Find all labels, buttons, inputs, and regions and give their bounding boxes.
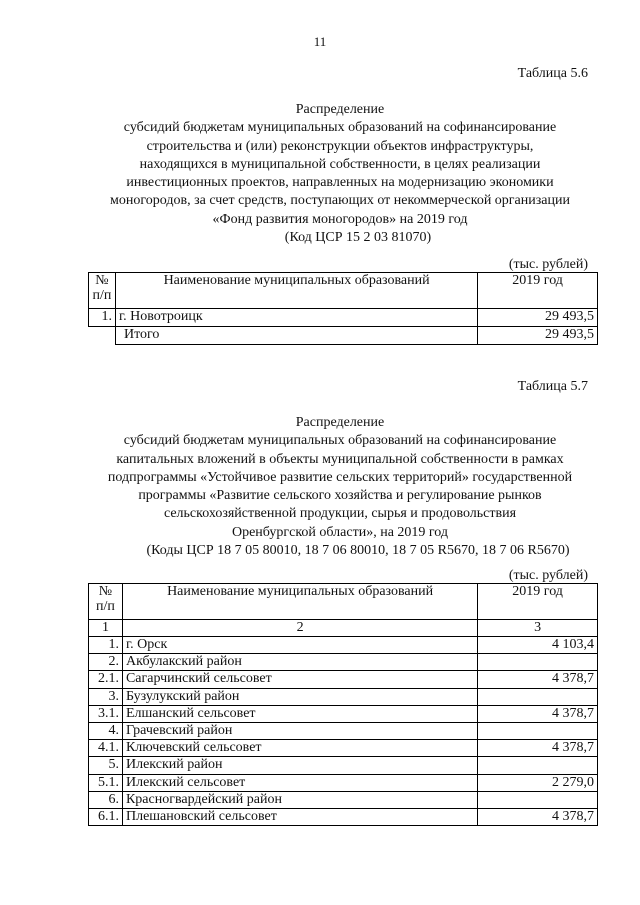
table-row (89, 722, 598, 739)
row-value (478, 688, 598, 705)
heading-line: (Код ЦСР 15 2 03 81070) (284, 230, 432, 246)
heading-line: сельскохозяйственной продукции, сырья и продовольствия (163, 506, 517, 522)
row-num: 3.1. (89, 705, 123, 722)
row-value (478, 654, 598, 671)
units-note: (тыс. рублей) (508, 568, 588, 583)
table-heading (60, 414, 620, 560)
row-name: Илекский сельсовет (122, 774, 477, 791)
row-value: 4 378,7 (478, 671, 598, 688)
total-row (89, 327, 598, 345)
row-name: г. Орск (122, 637, 477, 654)
table-heading (60, 101, 620, 247)
units-note: (тыс. рублей) (508, 257, 588, 272)
heading-line: строительства и (или) реконструкции объектов инфраструктуры, (146, 138, 534, 154)
column-number: 3 (478, 620, 598, 637)
row-value (478, 757, 598, 774)
table-row (89, 740, 598, 757)
table-row (89, 309, 598, 327)
header-year: 2019 год (478, 273, 598, 309)
row-num: 4. (89, 722, 123, 739)
row-value (478, 722, 598, 739)
heading-line: субсидий бюджетам муниципальных образований на софинансирование (123, 120, 557, 136)
table-label: Таблица 5.6 (517, 66, 588, 81)
row-value: 29 493,5 (478, 309, 598, 327)
table-row (89, 705, 598, 722)
row-num: 6.1. (89, 808, 123, 825)
table-row (89, 688, 598, 705)
heading-line: находящихся в муниципальной собственности, в целях реализации (139, 156, 541, 172)
heading-line: (Коды ЦСР 18 7 05 80010, 18 7 06 80010, 18 7 05 R5670, 18 7 06 R5670) (146, 543, 570, 559)
table-row (89, 757, 598, 774)
header-name: Наименование муниципальных образований (115, 273, 477, 309)
data-table (88, 272, 598, 345)
header-num: № п/п (89, 273, 116, 309)
heading-line: моногородов, за счет средств, поступающих от некоммерческой организации (110, 193, 570, 209)
table-row (89, 671, 598, 688)
row-name: Ключевский сельсовет (122, 740, 477, 757)
column-number: 1 (89, 620, 123, 637)
row-name: Красногвардейский район (122, 791, 477, 808)
heading-line: Оренбургской области», на 2019 год (231, 524, 449, 540)
row-name: Елшанский сельсовет (122, 705, 477, 722)
table-row (89, 654, 598, 671)
heading-line: подпрограммы «Устойчивое развитие сельских территорий» государственной (107, 469, 573, 485)
row-name: Илекский район (122, 757, 477, 774)
row-name: Бузулукский район (122, 688, 477, 705)
row-num: 5.1. (89, 774, 123, 791)
row-value: 4 378,7 (478, 808, 598, 825)
heading-line: субсидий бюджетам муниципальных образований на софинансирование (123, 433, 557, 449)
row-value: 4 378,7 (478, 705, 598, 722)
row-num: 5. (89, 757, 123, 774)
row-name: Грачевский район (122, 722, 477, 739)
data-table (88, 583, 598, 826)
row-num: 2. (89, 654, 123, 671)
header-year: 2019 год (478, 584, 598, 620)
heading-title: Распределение (295, 102, 385, 117)
row-num: 1. (89, 309, 116, 327)
table-row (89, 791, 598, 808)
row-value: 4 103,4 (478, 637, 598, 654)
table-row (89, 637, 598, 654)
column-number: 2 (122, 620, 477, 637)
row-value: 4 378,7 (478, 740, 598, 757)
table-label: Таблица 5.7 (517, 379, 588, 394)
heading-line: инвестиционных проектов, направленных на модернизацию экономики (126, 175, 554, 191)
row-num: 2.1. (89, 671, 123, 688)
row-name: Плешановский сельсовет (122, 808, 477, 825)
row-num: 6. (89, 791, 123, 808)
row-value: 2 279,0 (478, 774, 598, 791)
total-value: 29 493,5 (478, 327, 598, 345)
header-name: Наименование муниципальных образований (122, 584, 477, 620)
page-number: 11 (313, 34, 327, 49)
row-num: 4.1. (89, 740, 123, 757)
row-name: г. Новотроицк (115, 309, 477, 327)
header-num: № п/п (89, 584, 123, 620)
row-name: Акбулакский район (122, 654, 477, 671)
heading-line: программы «Развитие сельского хозяйства и регулирование рынков (138, 488, 542, 504)
heading-title: Распределение (295, 415, 385, 430)
heading-line: капитальных вложений в объекты муниципальной собственности в рамках (116, 451, 564, 467)
column-number-row (89, 620, 598, 637)
total-label: Итого (115, 327, 477, 345)
table-row (89, 774, 598, 791)
heading-line: «Фонд развития моногородов» на 2019 год (212, 211, 468, 227)
row-num: 3. (89, 688, 123, 705)
row-value (478, 791, 598, 808)
row-name: Сагарчинский сельсовет (122, 671, 477, 688)
table-row (89, 808, 598, 825)
row-num: 1. (89, 637, 123, 654)
